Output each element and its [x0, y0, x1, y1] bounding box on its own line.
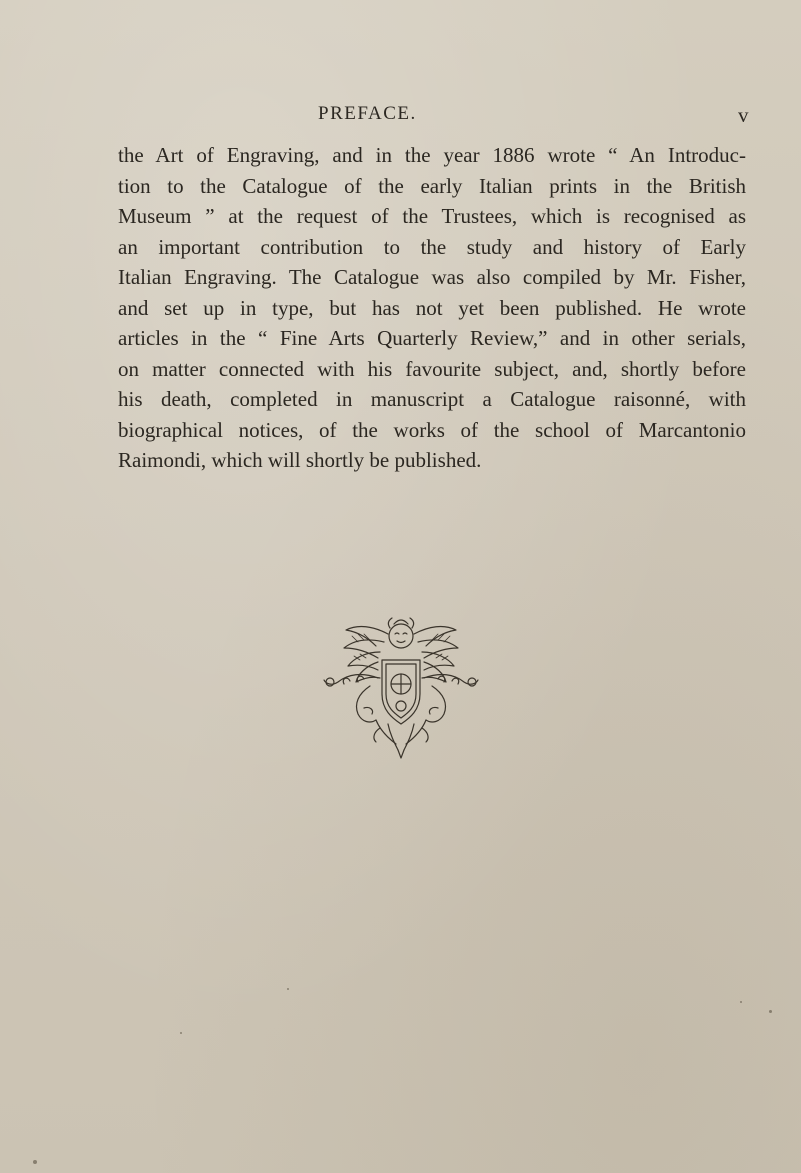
- paper-speck: [33, 1160, 37, 1164]
- text-line: Raimondi, which will shortly be published.: [118, 448, 482, 472]
- text-line: biographical notices, of the works of the school of Marcantonio: [118, 417, 746, 442]
- paper-speck: [287, 988, 289, 990]
- text-line: articles in the “ Fine Arts Quarterly Review,” and in other serials,: [118, 326, 746, 350]
- page-number: v: [738, 103, 749, 127]
- text-line: Italian Engraving. The Catalogue was also compiled by Mr. Fisher,: [118, 265, 746, 289]
- text-line: on matter connected with his favourite subject, and, shortly before: [118, 356, 746, 381]
- text-line: the Art of Engraving, and in the year 1886 wrote “ An Introduc-: [118, 143, 746, 167]
- running-title: PREFACE.: [318, 103, 417, 124]
- text-line: Museum ” at the request of the Trustees, which is recognised as: [118, 204, 746, 228]
- text-line: his death, completed in manuscript a Catalogue raisonné, with: [118, 387, 746, 411]
- text-line: tion to the Catalogue of the early Italian prints in the British: [118, 173, 746, 198]
- heraldic-shield-ornament-icon: [318, 612, 484, 762]
- text-line: and set up in type, but has not yet been published. He wrote: [118, 295, 746, 320]
- body-paragraph: [118, 140, 746, 476]
- paper-speck: [769, 1010, 772, 1013]
- text-line: an important contribution to the study and history of Early: [118, 234, 746, 259]
- running-head: [0, 103, 801, 129]
- paper-speck: [180, 1032, 182, 1034]
- paper-speck: [740, 1001, 742, 1003]
